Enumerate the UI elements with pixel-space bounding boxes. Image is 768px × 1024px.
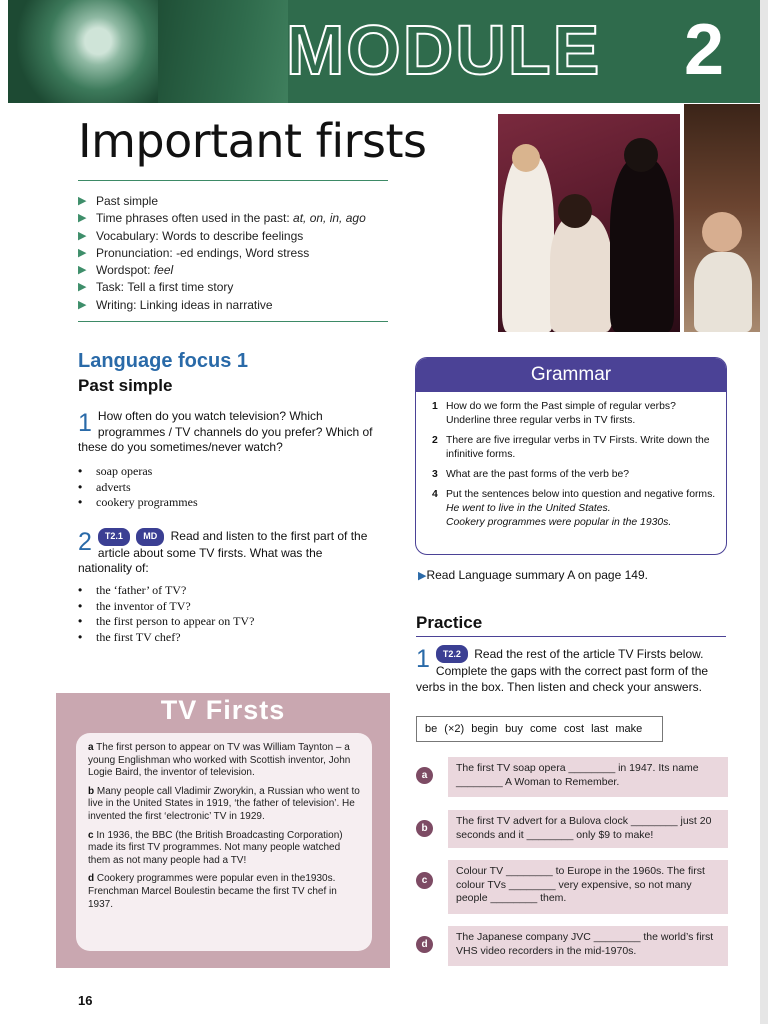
gap-letter-badge: a	[416, 767, 433, 784]
practice-heading: Practice	[416, 613, 483, 632]
language-focus-subheading: Past simple	[78, 376, 173, 395]
gap-text: The Japanese company JVC ________ the world’s first VHS video recorders in the mid-1970s.	[448, 926, 728, 966]
gap-text: The first TV soap opera ________ in 1947. Its name ________ A Woman to Remember.	[448, 757, 728, 797]
article-paragraph: d Cookery programmes were popular even in the1930s. Frenchman Marcel Boulestin became the first TV chef in 1937.	[88, 873, 337, 910]
triangle-bullet-icon: ▶	[78, 246, 87, 259]
tv-firsts-article	[76, 733, 372, 951]
chef-coat-figure	[694, 252, 752, 332]
grammar-item: 4 Put the sentences below into question and negative forms. He went to live in the United States. Cookery programmes were popular in the 1930s.	[432, 489, 716, 528]
triangle-bullet-icon: ▶	[78, 195, 87, 207]
question-2	[78, 528, 378, 577]
seated-woman-figure	[550, 214, 612, 332]
page-number: 16	[78, 993, 93, 1008]
question-text: How often do you watch television? Which programmes / TV channels do you prefer? Which of these do you sometimes/never watch?	[78, 409, 373, 454]
hair-figure	[558, 194, 592, 228]
objectives-rule	[78, 321, 388, 322]
gap-text: Colour TV ________ to Europe in the 1960s. The first colour TVs ________ very expensive, so not many people ________ them.	[448, 860, 728, 914]
woman-black-dress-figure	[610, 158, 674, 332]
question-1	[78, 409, 378, 456]
woman-white-dress-figure	[502, 154, 554, 332]
grammar-title: Grammar	[416, 358, 726, 392]
title-rule	[78, 180, 388, 181]
verb-word-box: be (×2) begin buy come cost last make	[416, 716, 663, 742]
page-edge	[760, 0, 768, 1024]
grammar-item: 2 There are five irregular verbs in TV Firsts. Write down the infinitive forms.	[432, 435, 710, 460]
objective-item: ▶ Task: Tell a first time story	[78, 279, 366, 296]
objective-item: ▶ Wordspot: feel	[78, 262, 366, 279]
module-number: 2	[684, 10, 725, 90]
chef-photo	[684, 104, 760, 332]
grammar-example: Cookery programmes were popular in the 1930s.	[446, 517, 672, 528]
md-badge: MD	[136, 528, 164, 546]
objective-item: ▶ Time phrases often used in the past: at, on, in, ago	[78, 210, 366, 227]
tv-show-photo	[498, 114, 680, 332]
triangle-bullet-icon: ▶	[78, 212, 87, 225]
grammar-example: He went to live in the United States.	[446, 503, 611, 514]
list-item: • adverts	[78, 480, 198, 496]
triangle-bullet-icon: ▶	[78, 281, 87, 294]
language-focus-heading: Language focus 1	[78, 350, 249, 372]
wave-photo	[8, 0, 158, 103]
page-title: Important firsts	[78, 114, 427, 168]
list-item: • the first TV chef?	[78, 630, 254, 646]
list-item: • the ‘father’ of TV?	[78, 583, 254, 599]
gap-letter-badge: c	[416, 872, 433, 889]
tv-firsts-title: TV Firsts	[160, 695, 286, 725]
grammar-item: 1 How do we form the Past simple of regular verbs? Underline three regular verbs in TV firsts.	[432, 401, 676, 426]
gap-letter-badge: b	[416, 820, 433, 837]
triangle-bullet-icon: ▶	[418, 570, 427, 582]
q2-bullets	[78, 583, 254, 646]
grammar-box	[415, 357, 727, 555]
audio-track-badge[interactable]: T2.2	[436, 645, 468, 663]
question-number: 1	[78, 409, 92, 437]
audio-track-badge[interactable]: T2.1	[98, 528, 130, 546]
gap-letter-badge: d	[416, 936, 433, 953]
question-number: 2	[78, 528, 92, 556]
triangle-bullet-icon: ▶	[78, 229, 87, 242]
objective-item: ▶ Pronunciation: -ed endings, Word stress	[78, 245, 366, 262]
objective-item: ▶ Vocabulary: Words to describe feelings	[78, 228, 366, 245]
practice-rule	[416, 636, 726, 637]
triangle-bullet-icon: ▶	[78, 298, 87, 311]
tv-firsts-panel	[56, 693, 390, 968]
gap-text: The first TV advert for a Bulova clock ________ just 20 seconds and it ________ only $9 to make!	[448, 810, 728, 848]
module-word: MODULE	[286, 11, 602, 89]
list-item: • soap operas	[78, 464, 198, 480]
face-figure	[512, 144, 540, 172]
banner-gradient	[158, 0, 288, 103]
list-item: • the first person to appear on TV?	[78, 614, 254, 630]
question-number: 1	[416, 645, 430, 673]
objective-item: ▶ Past simple	[78, 193, 366, 210]
read-language-summary: ▶Read Language summary A on page 149.	[418, 568, 648, 582]
article-paragraph: b Many people call Vladimir Zworykin, a Russian who went to live in the United States in 1919, ‘the father of television’. He invented the first ‘electronic’ TV in 1929.	[88, 785, 360, 822]
article-paragraph: a The first person to appear on TV was William Taynton – a young Englishman who worked with Scottish inventor, John Logie Baird, the inventor of television.	[88, 742, 351, 779]
q1-bullets	[78, 464, 198, 511]
triangle-bullet-icon: ▶	[78, 264, 87, 277]
grammar-items	[416, 392, 726, 530]
practice-instruction: 1 T2.2 Read the rest of the article TV Firsts below. Complete the gaps with the correct past form of the verbs in the box. Then listen and check your answers.	[416, 645, 709, 694]
chef-face-figure	[702, 212, 742, 252]
list-item: • cookery programmes	[78, 495, 198, 511]
grammar-item: 3 What are the past forms of the verb be?	[432, 469, 630, 480]
list-item: • the inventor of TV?	[78, 599, 254, 615]
question-text: Read and listen to the first part of the article about some TV firsts. What was the nationality of:	[78, 529, 368, 575]
objectives-list	[78, 193, 366, 314]
module-banner	[8, 0, 760, 103]
objective-item: ▶ Writing: Linking ideas in narrative	[78, 297, 366, 314]
dark-hair-figure	[624, 138, 658, 172]
article-paragraph: c In 1936, the BBC (the British Broadcasting Corporation) made its first TV programmes. Not many people watched them as not many people had a TV!	[88, 829, 343, 866]
